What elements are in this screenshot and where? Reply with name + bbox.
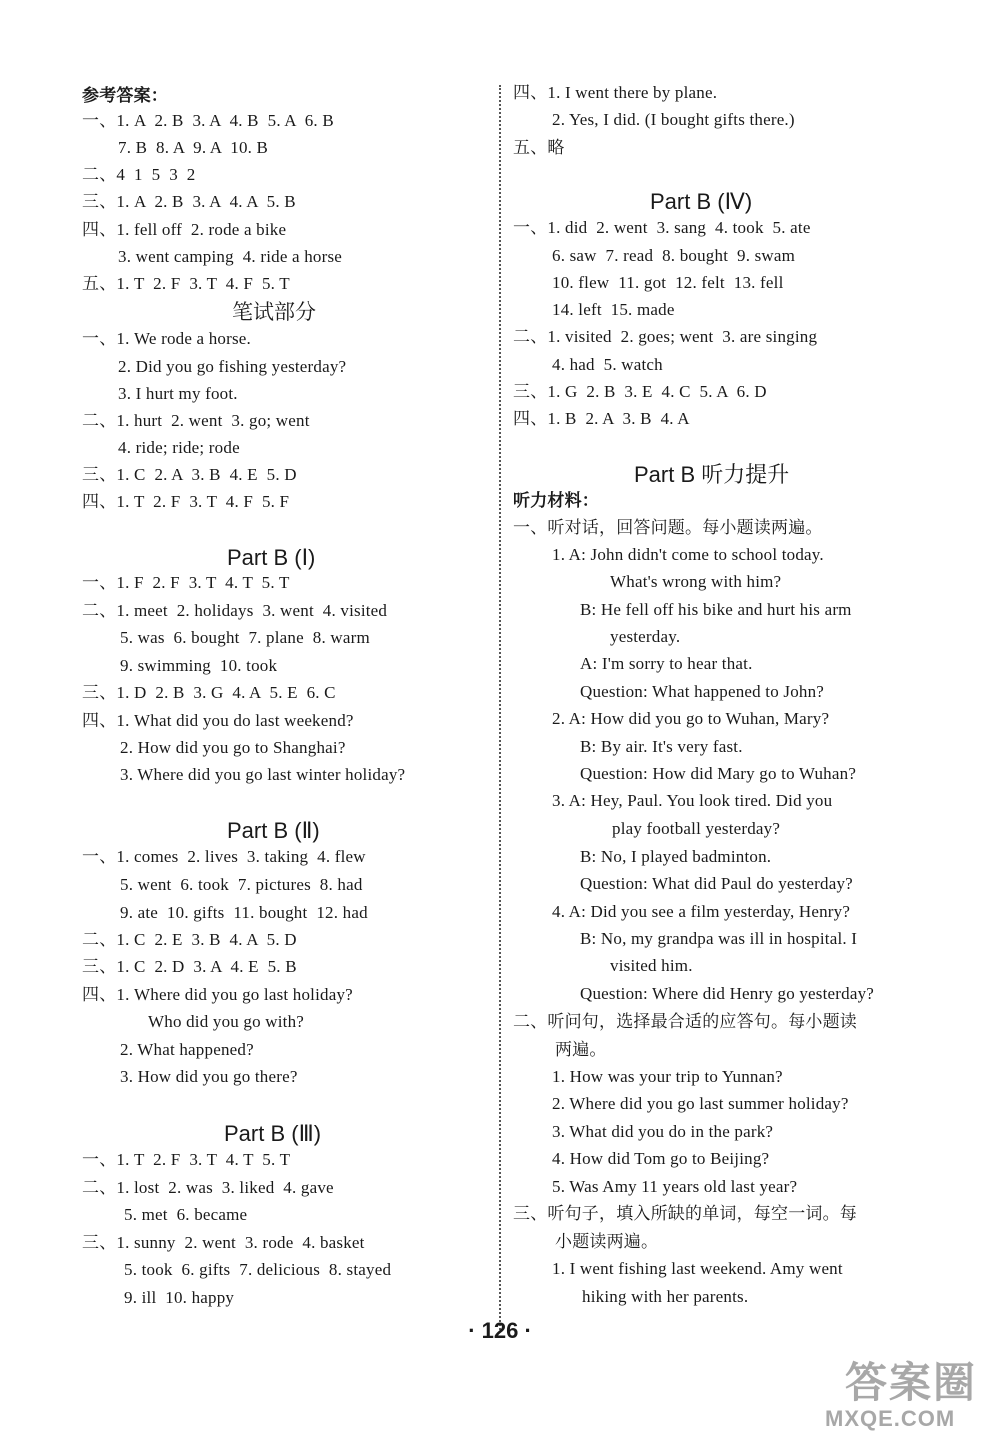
answer-line: 四、1. fell off 2. rode a bike [82, 220, 287, 239]
answer-line: 二、4 1 5 3 2 [82, 165, 196, 184]
answer-line: 一、1. A 2. B 3. A 4. B 5. A 6. B [82, 111, 334, 130]
question-line: 1. How was your trip to Yunnan? [552, 1067, 783, 1086]
question-line: 1. I went fishing last weekend. Amy went [552, 1259, 843, 1278]
answer-line: 四、1. T 2. F 3. T 4. F 5. F [82, 492, 290, 511]
dialogue-line: Question: How did Mary go to Wuhan? [580, 764, 857, 783]
answer-line: 三、1. sunny 2. went 3. rode 4. basket [82, 1233, 365, 1252]
dialogue-line: B: No, my grandpa was ill in hospital. I [580, 929, 858, 948]
dialogue-line: 4. A: Did you see a film yesterday, Henry? [552, 902, 851, 921]
question-line: hiking with her parents. [582, 1287, 749, 1306]
dialogue-line: visited him. [610, 956, 693, 975]
watermark-logo: 答案圈 [845, 1358, 978, 1407]
dialogue-line: Question: Where did Henry go yesterday? [580, 984, 875, 1003]
answer-line: 5. met 6. became [124, 1205, 248, 1224]
answer-line: 四、1. B 2. A 3. B 4. A [513, 409, 690, 428]
answer-line: 两遍。 [555, 1040, 607, 1059]
watermark [825, 1350, 990, 1438]
answer-line: 二、听问句，选择最合适的应答句。每小题读 [513, 1012, 857, 1031]
dialogue-line: B: No, I played badminton. [580, 847, 772, 866]
answer-line: 一、1. T 2. F 3. T 4. T 5. T [82, 1150, 291, 1169]
listening-material-label: 听力材料： [513, 491, 599, 510]
answer-line: 一、听对话，回答问题。每小题读两遍。 [513, 518, 823, 537]
question-line: 5. Was Amy 11 years old last year? [552, 1177, 798, 1196]
answer-line: 4. ride; ride; rode [118, 438, 240, 457]
answer-line: 二、1. hurt 2. went 3. go; went [82, 411, 310, 430]
question-line: 4. How did Tom go to Beijing? [552, 1149, 770, 1168]
answer-line: 14. left 15. made [552, 300, 675, 319]
dialogue-line: 2. A: How did you go to Wuhan, Mary? [552, 709, 830, 728]
answer-line: 四、1. What did you do last weekend? [82, 711, 354, 730]
answer-line: 三、1. A 2. B 3. A 4. A 5. B [82, 192, 296, 211]
dialogue-line: yesterday. [610, 627, 681, 646]
answer-line: 3. How did you go there? [120, 1067, 298, 1086]
answer-line: 5. went 6. took 7. pictures 8. had [120, 875, 363, 894]
dialogue-line: 1. A: John didn't come to school today. [552, 545, 824, 564]
dialogue-line: Question: What happened to John? [580, 682, 825, 701]
answer-line: 二、1. visited 2. goes; went 3. are singing [513, 327, 818, 346]
section-heading: Part B (Ⅳ) [650, 189, 753, 214]
answer-line: 6. saw 7. read 8. bought 9. swam [552, 246, 796, 265]
answer-line: 三、听句子，填入所缺的单词，每空一词。每 [513, 1204, 857, 1223]
answer-line: 3. I hurt my foot. [118, 384, 238, 403]
answer-line: 3. went camping 4. ride a horse [118, 247, 343, 266]
section-heading: 笔试部分 [232, 300, 316, 324]
section-heading: Part B (Ⅰ) [227, 545, 316, 570]
answer-line: 一、1. did 2. went 3. sang 4. took 5. ate [513, 218, 811, 237]
answer-line: 三、1. G 2. B 3. E 4. C 5. A 6. D [513, 382, 767, 401]
answer-line: 9. ill 10. happy [124, 1288, 235, 1307]
dialogue-line: play football yesterday? [612, 819, 781, 838]
answer-line: 五、略 [513, 138, 565, 157]
answer-line: Who did you go with? [148, 1012, 305, 1031]
column-divider [499, 85, 501, 1330]
answer-line: 一、1. We rode a horse. [82, 329, 252, 348]
answer-line: 3. Where did you go last winter holiday? [120, 765, 406, 784]
answer-line: 9. ate 10. gifts 11. bought 12. had [120, 903, 368, 922]
answer-line: 三、1. C 2. D 3. A 4. E 5. B [82, 957, 297, 976]
answer-line: 5. was 6. bought 7. plane 8. warm [120, 628, 370, 647]
dialogue-line: B: He fell off his bike and hurt his arm [580, 600, 852, 619]
watermark-url: MXQE.COM [825, 1406, 956, 1431]
dialogue-line: Question: What did Paul do yesterday? [580, 874, 853, 893]
answer-line: 二、1. C 2. E 3. B 4. A 5. D [82, 930, 297, 949]
answer-line: 二、1. meet 2. holidays 3. went 4. visited [82, 601, 388, 620]
answer-line: 五、1. T 2. F 3. T 4. F 5. T [82, 274, 290, 293]
answer-line: 三、1. D 2. B 3. G 4. A 5. E 6. C [82, 683, 336, 702]
answer-line: 2. Did you go fishing yesterday? [118, 357, 347, 376]
section-heading: Part B (Ⅲ) [224, 1121, 322, 1146]
dialogue-line: A: I'm sorry to hear that. [580, 654, 753, 673]
answer-line: 三、1. C 2. A 3. B 4. E 5. D [82, 465, 297, 484]
answer-line: 4. had 5. watch [552, 355, 663, 374]
answer-line: 7. B 8. A 9. A 10. B [118, 138, 269, 157]
question-line: 3. What did you do in the park? [552, 1122, 774, 1141]
answer-line: 小题读两遍。 [555, 1232, 659, 1251]
dialogue-line: What's wrong with him? [610, 572, 782, 591]
answer-line: 一、1. comes 2. lives 3. taking 4. flew [82, 847, 366, 866]
answer-line: 5. took 6. gifts 7. delicious 8. stayed [124, 1260, 392, 1279]
answer-line: 10. flew 11. got 12. felt 13. fell [552, 273, 784, 292]
page-number: · 126 · [468, 1318, 532, 1343]
dialogue-line: B: By air. It's very fast. [580, 737, 743, 756]
section-heading: Part B 听力提升 [634, 462, 790, 487]
question-line: 2. Where did you go last summer holiday? [552, 1094, 849, 1113]
answer-line: 9. swimming 10. took [120, 656, 278, 675]
answer-key-title: 参考答案： [82, 86, 168, 105]
answer-line: 二、1. lost 2. was 3. liked 4. gave [82, 1178, 334, 1197]
answer-line: 2. How did you go to Shanghai? [120, 738, 346, 757]
answer-line: 四、1. I went there by plane. [513, 83, 718, 102]
answer-line: 2. What happened? [120, 1040, 254, 1059]
dialogue-line: 3. A: Hey, Paul. You look tired. Did you [552, 791, 833, 810]
answer-line: 四、1. Where did you go last holiday? [82, 985, 353, 1004]
answer-line: 2. Yes, I did. (I bought gifts there.) [552, 110, 795, 129]
section-heading: Part B (Ⅱ) [227, 818, 320, 843]
answer-line: 一、1. F 2. F 3. T 4. T 5. T [82, 573, 290, 592]
